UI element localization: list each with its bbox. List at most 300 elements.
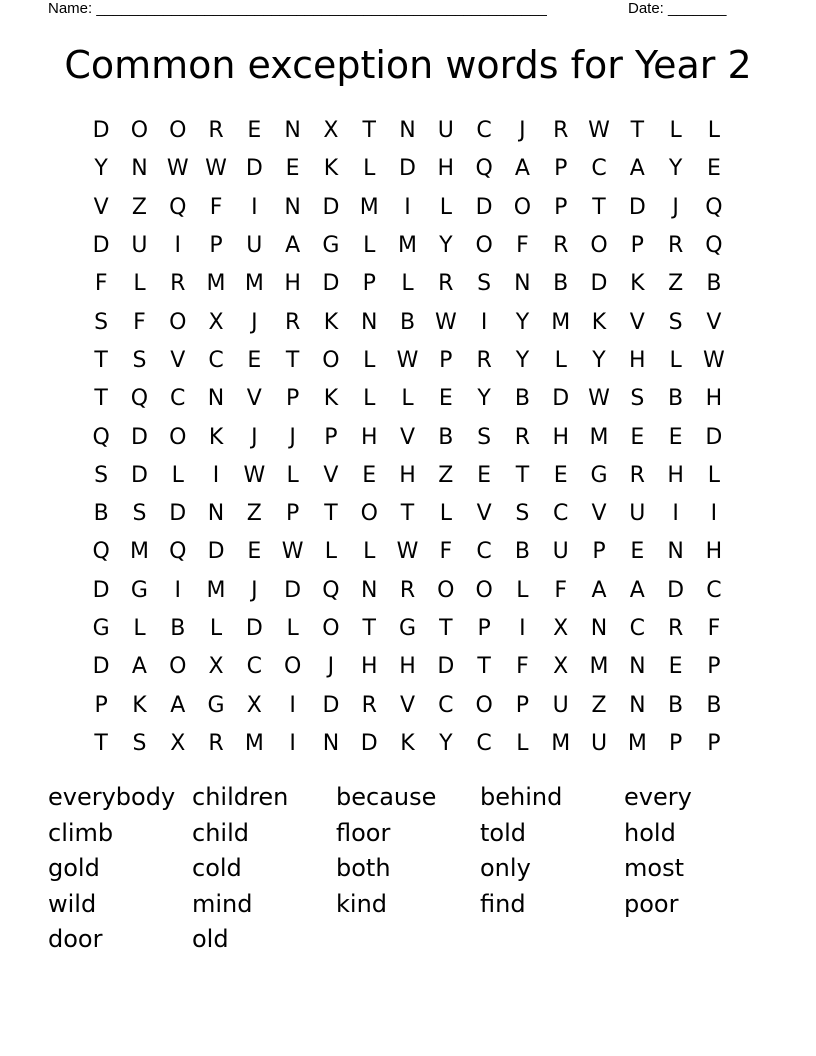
grid-cell[interactable]: Y: [94, 156, 108, 182]
grid-cell[interactable]: Q: [705, 194, 723, 220]
grid-cell[interactable]: D: [590, 271, 608, 297]
grid-cell[interactable]: U: [552, 539, 569, 565]
grid-cell[interactable]: M: [551, 309, 571, 335]
grid-cell[interactable]: P: [439, 347, 453, 373]
date-field[interactable]: Date: _______: [628, 0, 727, 17]
grid-cell[interactable]: N: [629, 692, 646, 718]
grid-cell[interactable]: A: [170, 692, 186, 718]
grid-cell[interactable]: M: [244, 730, 264, 756]
grid-cell[interactable]: L: [707, 118, 721, 144]
grid-cell[interactable]: D: [245, 616, 263, 641]
grid-cell[interactable]: R: [361, 692, 377, 718]
grid-cell[interactable]: D: [475, 194, 493, 220]
grid-cell[interactable]: L: [401, 271, 414, 297]
grid-cell[interactable]: C: [246, 654, 263, 680]
grid-cell[interactable]: J: [519, 118, 526, 144]
grid-cell[interactable]: V: [323, 462, 339, 488]
grid-cell[interactable]: B: [706, 692, 722, 718]
grid-cell[interactable]: O: [475, 692, 493, 718]
grid-cell[interactable]: J: [327, 654, 335, 680]
grid-cell[interactable]: V: [476, 501, 492, 527]
grid-cell[interactable]: W: [588, 386, 610, 412]
grid-cell[interactable]: R: [629, 462, 645, 488]
grid-cell[interactable]: W: [588, 118, 610, 144]
grid-cell[interactable]: O: [590, 233, 608, 259]
grid-cell[interactable]: V: [399, 424, 416, 450]
grid-cell[interactable]: A: [629, 156, 645, 182]
grid-cell[interactable]: Y: [592, 347, 606, 373]
grid-cell[interactable]: I: [519, 616, 526, 641]
name-field[interactable]: Name: ______________________________________________________: [48, 0, 547, 17]
grid-cell[interactable]: Z: [246, 501, 262, 527]
grid-cell[interactable]: D: [628, 194, 646, 220]
grid-cell[interactable]: R: [667, 233, 684, 259]
grid-cell[interactable]: K: [323, 386, 339, 412]
grid-cell[interactable]: H: [360, 654, 378, 680]
grid-cell[interactable]: R: [208, 118, 224, 144]
grid-cell[interactable]: R: [667, 616, 684, 641]
grid-cell[interactable]: E: [630, 539, 645, 565]
grid-cell[interactable]: X: [323, 118, 339, 144]
grid-cell[interactable]: N: [360, 577, 378, 603]
grid-cell[interactable]: W: [434, 309, 457, 335]
grid-cell[interactable]: U: [590, 730, 608, 756]
grid-cell[interactable]: T: [362, 616, 376, 641]
grid-cell[interactable]: H: [552, 424, 569, 450]
word-list-item: told: [480, 818, 526, 847]
grid-cell[interactable]: G: [398, 616, 417, 641]
grid-cell[interactable]: W: [703, 347, 725, 373]
grid-cell[interactable]: P: [477, 616, 491, 641]
grid-cell[interactable]: D: [322, 692, 340, 718]
grid-cell[interactable]: Y: [439, 730, 453, 756]
grid-cell[interactable]: L: [171, 462, 184, 488]
grid-cell[interactable]: F: [439, 539, 453, 565]
grid-cell[interactable]: W: [166, 156, 189, 182]
grid-cell[interactable]: O: [322, 616, 340, 641]
grid-cell[interactable]: O: [283, 654, 302, 680]
grid-cell[interactable]: D: [92, 118, 110, 144]
grid-cell[interactable]: E: [477, 462, 492, 488]
grid-cell[interactable]: H: [705, 386, 723, 412]
grid-cell[interactable]: X: [208, 654, 224, 680]
grid-cell[interactable]: F: [516, 233, 529, 259]
grid-cell[interactable]: F: [516, 654, 529, 680]
grid-cell[interactable]: Y: [668, 156, 683, 182]
grid-cell[interactable]: B: [170, 616, 186, 641]
grid-cell[interactable]: C: [170, 386, 186, 412]
grid-cell[interactable]: R: [399, 577, 416, 603]
grid-cell[interactable]: P: [707, 654, 721, 680]
grid-cell[interactable]: D: [169, 501, 187, 527]
grid-cell[interactable]: D: [92, 654, 110, 680]
grid-cell[interactable]: L: [363, 347, 376, 373]
grid-cell[interactable]: T: [439, 616, 453, 641]
grid-cell[interactable]: P: [668, 730, 683, 756]
grid-cell[interactable]: I: [174, 233, 181, 259]
grid-cell[interactable]: O: [169, 118, 187, 144]
grid-cell[interactable]: G: [207, 692, 225, 718]
grid-cell[interactable]: B: [706, 271, 722, 297]
grid-cell[interactable]: U: [629, 501, 646, 527]
grid-cell[interactable]: U: [131, 233, 148, 259]
grid-cell[interactable]: N: [360, 309, 378, 335]
grid-cell[interactable]: K: [630, 271, 645, 297]
grid-cell[interactable]: R: [553, 118, 569, 144]
grid-cell[interactable]: Z: [131, 194, 147, 220]
grid-cell[interactable]: X: [170, 730, 186, 756]
grid-cell[interactable]: D: [245, 156, 263, 182]
grid-cell[interactable]: I: [174, 577, 181, 603]
grid-cell[interactable]: L: [669, 118, 682, 144]
grid-cell[interactable]: O: [322, 347, 340, 373]
grid-cell[interactable]: P: [554, 194, 568, 220]
grid-cell[interactable]: T: [477, 654, 491, 680]
grid-cell[interactable]: B: [438, 424, 454, 450]
grid-cell[interactable]: J: [289, 424, 296, 450]
grid-cell[interactable]: D: [360, 730, 378, 756]
grid-cell[interactable]: Q: [92, 424, 110, 450]
grid-cell[interactable]: D: [92, 577, 110, 603]
grid-cell[interactable]: H: [437, 156, 455, 182]
grid-cell[interactable]: M: [206, 577, 226, 603]
grid-cell[interactable]: B: [668, 386, 684, 412]
grid-cell[interactable]: Y: [515, 309, 530, 335]
word-list-item: floor: [336, 818, 391, 847]
grid-cell[interactable]: Q: [92, 539, 110, 565]
grid-cell[interactable]: C: [476, 730, 492, 756]
grid-cell[interactable]: E: [668, 654, 683, 680]
grid-row: [82, 495, 734, 533]
grid-cell[interactable]: C: [706, 577, 722, 603]
grid-cell[interactable]: L: [363, 156, 376, 182]
grid-cell[interactable]: W: [243, 462, 266, 488]
grid-cell[interactable]: Z: [438, 462, 454, 488]
grid-cell[interactable]: N: [207, 386, 225, 412]
grid-cell[interactable]: J: [251, 577, 258, 603]
grid-cell[interactable]: E: [668, 424, 683, 450]
grid-cell[interactable]: L: [516, 730, 529, 756]
grid-cell[interactable]: H: [284, 271, 301, 297]
grid-cell[interactable]: F: [94, 271, 108, 297]
grid-cell[interactable]: K: [208, 424, 224, 450]
grid-cell[interactable]: P: [94, 692, 108, 718]
grid-cell[interactable]: M: [589, 654, 609, 680]
grid-cell[interactable]: Q: [169, 194, 187, 220]
grid-cell[interactable]: D: [130, 424, 148, 450]
grid-cell[interactable]: V: [93, 194, 109, 220]
grid-cell[interactable]: I: [672, 501, 679, 527]
grid-cell[interactable]: D: [130, 462, 148, 488]
grid-cell[interactable]: M: [359, 194, 379, 220]
grid-cell[interactable]: P: [285, 386, 300, 412]
grid-cell[interactable]: D: [437, 654, 455, 680]
grid-cell[interactable]: E: [247, 118, 262, 144]
grid-cell[interactable]: D: [552, 386, 570, 412]
grid-cell[interactable]: L: [707, 462, 721, 488]
grid-cell[interactable]: Q: [705, 233, 723, 259]
grid-cell[interactable]: W: [205, 156, 227, 182]
grid-cell[interactable]: P: [324, 424, 338, 450]
grid-cell[interactable]: T: [94, 347, 108, 373]
grid-cell[interactable]: Q: [130, 386, 149, 412]
grid-cell[interactable]: D: [399, 156, 416, 182]
grid-cell[interactable]: Q: [169, 539, 187, 565]
grid-cell[interactable]: J: [672, 194, 679, 220]
grid-cell[interactable]: S: [630, 386, 645, 412]
grid-cell[interactable]: L: [516, 577, 529, 603]
grid-cell[interactable]: B: [668, 692, 684, 718]
grid-cell[interactable]: C: [438, 692, 454, 718]
grid-cell[interactable]: D: [322, 271, 340, 297]
grid-cell[interactable]: F: [707, 616, 721, 641]
grid-cell[interactable]: K: [323, 156, 339, 182]
grid-cell[interactable]: H: [399, 462, 416, 488]
grid-cell[interactable]: M: [398, 233, 418, 259]
grid-cell[interactable]: M: [627, 730, 647, 756]
grid-cell[interactable]: P: [554, 156, 568, 182]
grid-cell[interactable]: E: [247, 347, 262, 373]
grid-cell[interactable]: B: [514, 539, 530, 565]
grid-cell[interactable]: M: [551, 730, 571, 756]
grid-cell[interactable]: N: [207, 501, 225, 527]
grid-cell[interactable]: D: [667, 577, 685, 603]
grid-cell[interactable]: N: [514, 271, 531, 297]
grid-cell[interactable]: D: [92, 233, 110, 259]
grid-cell[interactable]: O: [437, 577, 455, 603]
grid-cell[interactable]: E: [247, 539, 262, 565]
grid-cell[interactable]: N: [322, 730, 340, 756]
grid-cell[interactable]: S: [668, 309, 683, 335]
grid-cell[interactable]: V: [399, 692, 416, 718]
word-list-item: children: [192, 783, 289, 811]
grid-cell[interactable]: P: [209, 233, 223, 259]
grid-cell[interactable]: T: [362, 118, 376, 144]
grid-cell[interactable]: S: [132, 347, 147, 373]
grid-cell[interactable]: R: [170, 271, 186, 297]
grid-cell[interactable]: E: [362, 462, 377, 488]
grid-cell[interactable]: T: [94, 730, 108, 756]
grid-cell[interactable]: T: [515, 462, 530, 488]
grid-cell[interactable]: P: [285, 501, 300, 527]
grid-cell[interactable]: I: [212, 462, 220, 488]
grid-cell[interactable]: C: [476, 118, 492, 144]
grid-cell[interactable]: D: [705, 424, 723, 450]
grid-cell[interactable]: U: [437, 118, 454, 144]
grid-cell[interactable]: W: [396, 347, 419, 373]
grid-cell[interactable]: O: [169, 309, 187, 335]
grid-cell[interactable]: U: [246, 233, 263, 259]
grid-cell[interactable]: H: [667, 462, 684, 488]
grid-cell[interactable]: Y: [477, 386, 491, 412]
grid-cell[interactable]: S: [515, 501, 530, 527]
grid-cell[interactable]: D: [284, 577, 302, 603]
grid-cell[interactable]: N: [667, 539, 684, 565]
grid-cell[interactable]: M: [589, 424, 609, 450]
grid-cell[interactable]: S: [132, 730, 147, 756]
grid-cell[interactable]: Z: [591, 692, 607, 718]
grid-cell[interactable]: I: [404, 194, 411, 220]
grid-cell[interactable]: L: [554, 347, 567, 373]
grid-cell[interactable]: J: [251, 309, 258, 335]
grid-cell[interactable]: C: [476, 539, 492, 565]
grid-cell[interactable]: V: [246, 386, 262, 412]
grid-cell[interactable]: D: [322, 194, 340, 220]
grid-cell[interactable]: K: [591, 309, 607, 335]
grid-cell[interactable]: B: [514, 386, 530, 412]
grid-cell[interactable]: C: [208, 347, 224, 373]
grid-cell[interactable]: F: [209, 194, 223, 220]
grid-cell[interactable]: H: [360, 424, 378, 450]
grid-cell[interactable]: S: [94, 462, 109, 488]
grid-cell[interactable]: Y: [515, 347, 530, 373]
grid-cell[interactable]: S: [477, 424, 492, 450]
grid-cell[interactable]: P: [592, 539, 606, 565]
grid-cell[interactable]: N: [284, 194, 301, 220]
grid-cell[interactable]: Y: [439, 233, 453, 259]
grid-cell[interactable]: L: [439, 194, 452, 220]
grid-cell[interactable]: K: [323, 309, 339, 335]
grid-cell[interactable]: A: [591, 577, 607, 603]
grid-cell[interactable]: L: [363, 386, 376, 412]
grid-cell[interactable]: T: [592, 194, 606, 220]
grid-cell[interactable]: R: [514, 424, 531, 450]
grid-cell[interactable]: A: [285, 233, 301, 259]
grid-cell[interactable]: F: [554, 577, 568, 603]
grid-cell[interactable]: O: [169, 654, 187, 680]
grid-cell[interactable]: L: [324, 539, 338, 565]
grid-cell[interactable]: R: [284, 309, 301, 335]
grid-cell[interactable]: Z: [668, 271, 684, 297]
grid-cell[interactable]: E: [285, 156, 300, 182]
grid-cell[interactable]: X: [553, 654, 569, 680]
grid-cell[interactable]: U: [552, 692, 569, 718]
grid-cell[interactable]: L: [286, 462, 299, 488]
grid-cell[interactable]: Q: [475, 156, 493, 182]
grid-cell[interactable]: W: [396, 539, 419, 565]
grid-cell[interactable]: Q: [322, 577, 340, 603]
grid-cell[interactable]: E: [438, 386, 453, 412]
grid-cell[interactable]: P: [362, 271, 376, 297]
grid-cell[interactable]: H: [629, 347, 646, 373]
grid-cell[interactable]: C: [553, 501, 569, 527]
grid-cell[interactable]: G: [322, 233, 340, 259]
grid-cell[interactable]: X: [553, 616, 569, 641]
grid-cell[interactable]: K: [400, 730, 415, 756]
grid-cell[interactable]: B: [553, 271, 569, 297]
grid-cell[interactable]: L: [401, 386, 414, 412]
grid-cell[interactable]: O: [169, 424, 187, 450]
grid-cell[interactable]: I: [710, 501, 718, 527]
grid-cell[interactable]: A: [514, 156, 530, 182]
grid-cell[interactable]: V: [591, 501, 607, 527]
grid-cell[interactable]: I: [289, 692, 296, 718]
grid-cell[interactable]: V: [170, 347, 186, 373]
grid-cell[interactable]: X: [246, 692, 262, 718]
grid-cell[interactable]: M: [244, 271, 264, 297]
word-list-item: every: [624, 783, 692, 811]
grid-cell[interactable]: K: [132, 692, 147, 718]
grid-cell[interactable]: H: [399, 654, 416, 680]
word-list-item: hold: [624, 818, 676, 847]
grid-cell[interactable]: D: [207, 539, 225, 565]
grid-cell[interactable]: L: [209, 616, 223, 641]
grid-cell[interactable]: I: [251, 194, 258, 220]
grid-cell[interactable]: O: [475, 577, 493, 603]
grid-cell[interactable]: L: [133, 616, 146, 641]
grid-cell[interactable]: V: [706, 309, 722, 335]
grid-cell[interactable]: P: [630, 233, 644, 259]
grid-cell[interactable]: N: [399, 118, 416, 144]
grid-cell[interactable]: R: [553, 233, 569, 259]
grid-cell[interactable]: G: [130, 577, 148, 603]
grid-cell[interactable]: M: [129, 539, 149, 565]
grid-cell[interactable]: T: [400, 501, 415, 527]
grid-cell[interactable]: B: [399, 309, 416, 335]
grid-cell[interactable]: O: [360, 501, 378, 527]
grid-cell[interactable]: S: [132, 501, 147, 527]
grid-cell[interactable]: G: [590, 462, 608, 488]
grid-cell[interactable]: F: [133, 309, 146, 335]
grid-cell[interactable]: A: [131, 654, 147, 680]
grid-cell[interactable]: J: [251, 424, 258, 450]
grid-cell[interactable]: O: [475, 233, 493, 259]
word-list-item: cold: [192, 854, 242, 882]
grid-cell[interactable]: C: [591, 156, 607, 182]
grid-cell[interactable]: H: [705, 539, 723, 565]
grid-cell[interactable]: W: [281, 539, 304, 565]
grid-cell[interactable]: R: [208, 730, 224, 756]
grid-cell[interactable]: N: [590, 616, 608, 641]
grid-cell[interactable]: R: [438, 271, 454, 297]
grid-cell[interactable]: A: [629, 577, 645, 603]
grid-cell[interactable]: T: [324, 501, 338, 527]
grid-cell[interactable]: L: [363, 539, 376, 565]
grid-cell[interactable]: L: [363, 233, 376, 259]
grid-cell[interactable]: P: [707, 730, 721, 756]
word-list-item: wild: [48, 889, 97, 918]
grid-cell[interactable]: S: [477, 271, 492, 297]
grid-cell[interactable]: I: [289, 730, 296, 756]
grid-cell[interactable]: E: [630, 424, 645, 450]
grid-row: [82, 342, 734, 380]
grid-cell[interactable]: T: [630, 118, 645, 144]
grid-cell[interactable]: S: [94, 309, 109, 335]
grid-cell[interactable]: O: [130, 118, 149, 144]
grid-cell[interactable]: P: [515, 692, 530, 718]
grid-cell[interactable]: G: [92, 616, 110, 641]
grid-cell[interactable]: I: [480, 309, 488, 335]
grid-cell[interactable]: E: [553, 462, 568, 488]
grid-cell[interactable]: L: [439, 501, 452, 527]
grid-cell[interactable]: R: [476, 347, 492, 373]
grid-cell[interactable]: E: [706, 156, 721, 182]
grid-cell[interactable]: T: [94, 386, 108, 412]
grid-cell[interactable]: L: [133, 271, 146, 297]
grid-cell[interactable]: V: [629, 309, 645, 335]
grid-cell[interactable]: X: [208, 309, 224, 335]
grid-cell[interactable]: T: [285, 347, 300, 373]
grid-cell[interactable]: N: [629, 654, 646, 680]
grid-cell[interactable]: B: [93, 501, 109, 527]
grid-cell[interactable]: O: [513, 194, 532, 220]
grid-cell[interactable]: N: [284, 118, 301, 144]
grid-cell[interactable]: L: [669, 347, 682, 373]
grid-cell[interactable]: M: [206, 271, 226, 297]
grid-cell[interactable]: L: [286, 616, 299, 641]
grid-cell[interactable]: C: [629, 616, 645, 641]
grid-cell[interactable]: N: [131, 156, 148, 182]
